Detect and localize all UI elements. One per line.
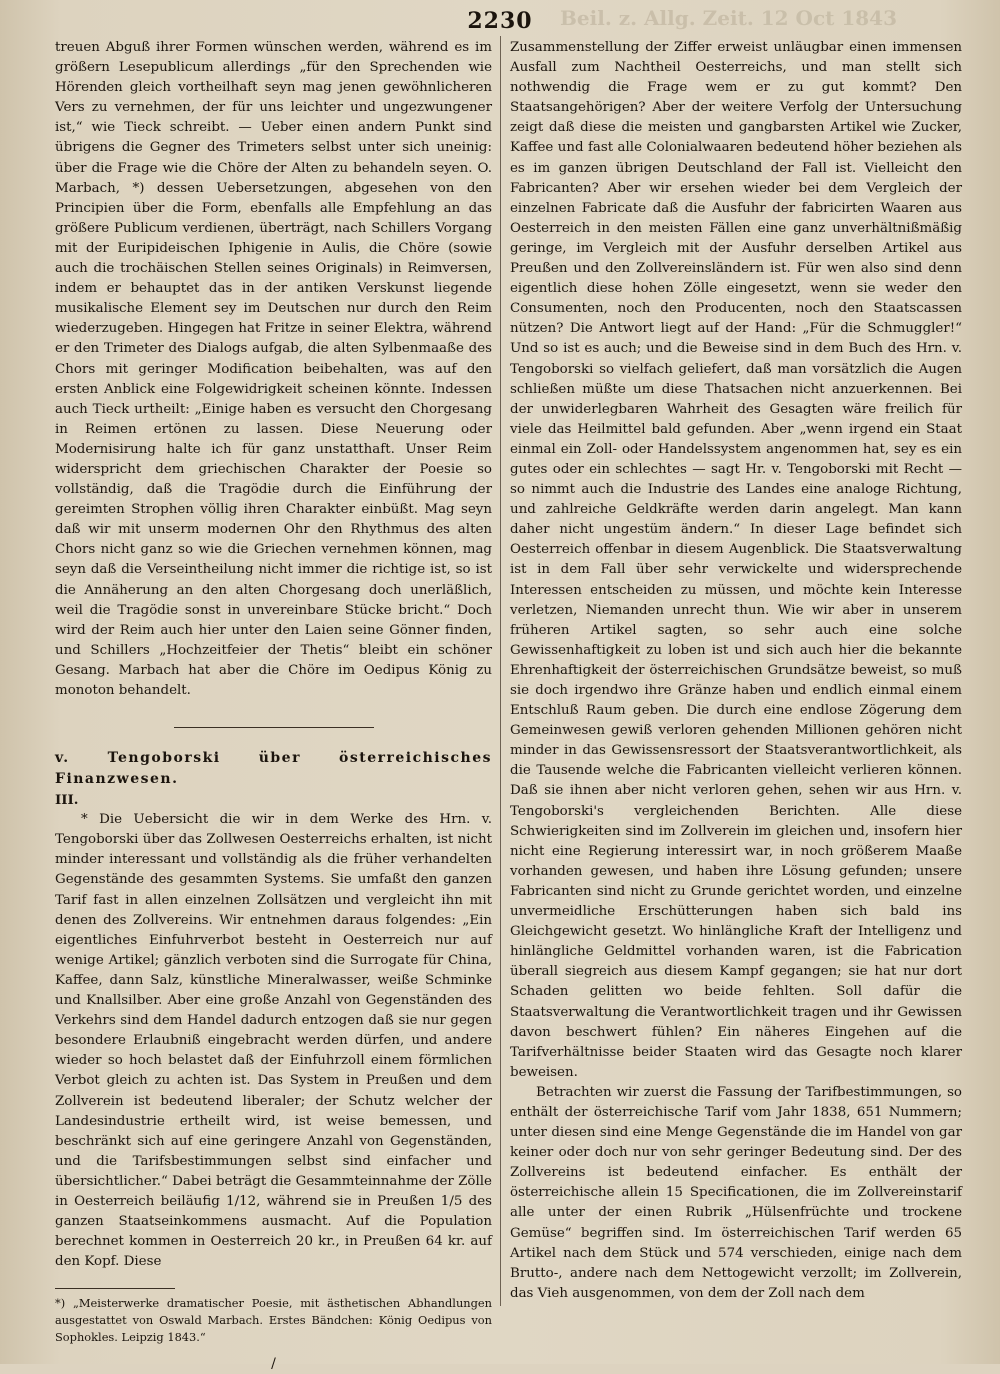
page-number: 2230 [467,8,533,34]
column-divider [500,36,501,1306]
left-column [55,38,492,1374]
section-paragraph: * Die Uebersicht die wir in dem Werke des Hrn. v. Tengoborski über das Zollwesen Oesterreichs erhalten, ist nicht minder interessant und vollständig als die früher verhandelten Gegenstände des gesammten Systems. Sie umfaßt den ganzen Tarif fast in allen einzelnen Zollsätzen und vergleicht ihn mit denen des Zollvereins. Wir entnehmen daraus folgendes: „Ein eigentliches Einfuhrverbot besteht in Oesterreich nur auf wenige Artikel; gänzlich verboten sind die Surrogate für China, Kaffee, dann Salz, künstliche Mineralwasser, weiße Schminke und Knallsilber. Aber eine große Anzahl von Gegenständen des Verkehrs sind dem Handel dadurch entzogen daß sie nur gegen besondere Erlaubniß eingebracht werden dürfen, und andere wieder so hoch belastet daß der Einfuhrzoll einem förmlichen Verbot gleich zu achten ist. Das System in Preußen und dem Zollverein ist bedeutend liberaler; der Schutz welcher der Landesindustrie ertheilt wird, ist weise bemessen, und beschränkt sich auf eine geringere Anzahl von Gegenständen, und die Tarifsbestimmungen selbst sind einfacher und übersichtlicher.“ Dabei beträgt die Gesammteinnahme der Zölle in Oesterreich beiläufig 1/12, während sie in Preußen 1/5 des ganzen Staatseinkommens ausmacht. Auf die Population berechnet kommen in Oesterreich 20 kr., in Preußen 64 kr. auf den Kopf. Diese [55,812,492,1270]
section-divider [174,727,374,728]
footnote-rule [55,1288,175,1289]
right-column [510,38,962,1304]
signature-mark: / [271,1356,276,1373]
left-paragraph: treuen Abguß ihrer Formen wünschen werden, während es im größern Lesepublicum allerdings „für den Sprechenden wie Hörenden gleich vortheilhaft seyn mag jenen gewöhnlicheren Vers zu vernehmen, der für uns leichter und ungezwungener ist,“ wie Tieck schreibt. — Ueber einen andern Punkt sind übrigens die Gegner des Trimeters selbst unter sich uneinig: über die Frage wie die Chöre der Alten zu behandeln seyen. O. Marbach, *) dessen Uebersetzungen, abgesehen von den Principien über die Form, ebenfalls alle Empfehlung an das größere Publicum verdienen, überträgt, nach Schillers Vorgang mit der Euripideischen Iphigenie in Aulis, die Chöre (sowie auch die trochäischen Stellen seines Originals) in Reimversen, indem er behauptet das in der antiken Verskunst liegende musikalische Element sey im Deutschen nur durch den Reim wiederzugeben. Hingegen hat Fritze in seiner Elektra, während er den Trimeter des Dialogs aufgab, die alten Sylbenmaaße des Chors mit geringer Modification beibehalten, was auf den ersten Anblick eine Folgewidrigkeit scheinen könnte. Indessen auch Tieck urtheilt: „Einige haben es versucht den Chorgesang in Reimen ertönen zu lassen. Diese Neuerung oder Modernisirung halte ich für ganz unstatthaft. Unser Reim widerspricht dem griechischen Charakter der Poesie so vollständig, daß die Tragödie durch die Einführung der gereimten Strophen völlig ihren Charakter einbüßt. Mag seyn daß wir mit unserm modernen Ohr den Rhythmus des alten Chors nicht ganz so wie die Griechen vernehmen können, mag seyn daß die Verseintheilung nicht immer die richtige ist, so ist die Annäherung an den alten Chorgesang doch unerläßlich, weil die Tragödie sonst in unvereinbare Stücke bricht.“ Doch wird der Reim auch hier unter den Laien seine Gönner finden, und Schillers „Hochzeitfeier der Thetis“ bleibt ein schöner Gesang. Marbach hat aber die Chöre im Oedipus König zu monoton behandelt. [55,40,492,698]
faint-header-show-through: Beil. z. Allg. Zeit. 12 Oct 1843 [560,6,898,30]
footnote: *) „Meisterwerke dramatischer Poesie, mit ästhetischen Abhandlungen ausgestattet von Oswald Marbach. Erstes Bändchen: König Oedipus von Sophokles. Leipzig 1843.“ [55,1296,492,1345]
right-paragraph: Zusammenstellung der Ziffer erweist unläugbar einen immensen Ausfall zum Nachtheil Oesterreichs, und man stellt sich nothwendig die Frage wem er zu gut kommt? Den Staatsangehörigen? Aber der weitere Verfolg der Untersuchung zeigt daß diese die meisten und gangbarsten Artikel wie Zucker, Kaffee und fast alle Colonialwaaren bedeutend höher beziehen als es im ganzen übrigen Deutschland der Fall ist. Vielleicht den Fabricanten? Aber wir ersehen wieder bei dem Vergleich der einzelnen Fabricate daß die Ausfuhr der fabricirten Waaren aus Oesterreich in den meisten Fällen eine ganz unverhältnißmäßig geringe, im Vergleich mit der Ausfuhr derselben Artikel aus Preußen und den Zollvereinsländern ist. Für wen also sind denn eigentlich diese hohen Zölle eingesetzt, wenn sie weder den Consumenten, noch den Producenten, noch den Staatscassen nützen? Die Antwort liegt auf der Hand: „Für die Schmuggler!“ Und so ist es auch; und die Beweise sind in dem Buch des Hrn. v. Tengoborski so vielfach geliefert, daß man vorsätzlich die Augen schließen müßte um diese Thatsachen nicht anzuerkennen. Bei der unwiderlegbaren Wahrheit des Gesagten wäre freilich für viele das Heilmittel bald gefunden. Aber „wenn irgend ein Staat einmal ein Zoll- oder Handelssystem angenommen hat, sey es ein gutes oder ein schlechtes — sagt Hr. v. Tengoborski mit Recht — so nimmt auch die Industrie des Landes eine analoge Richtung, und zahlreiche Geldkräfte werden darin angelegt. Man kann daher nicht ungestüm ändern.“ In dieser Lage befindet sich Oesterreich offenbar in diesem Augenblick. Die Staatsverwaltung ist in dem Fall über sehr verwickelte und widersprechende Interessen entscheiden zu müssen, und möchte kein Interesse verletzen, Niemanden unrecht thun. Wie wir aber in unserem früheren Artikel sagten, so sehr auch eine solche Gewissenhaftigkeit zu loben ist und sich auch hier die bekannte Ehrenhaftigkeit der österreichischen Grundsätze beweist, so muß sie doch irgendwo ihre Gränze haben und endlich einmal einem Entschluß Raum geben. Die durch eine endlose Zögerung dem Gemeinwesen gewiß verloren gehenden Millionen gehören nicht minder in das Gewissensressort der Staatsverantwortlichkeit, als die Tausende welche die Fabricanten vielleicht verlieren können. Daß sie ihnen aber nicht verloren gehen, sehen wir aus Hrn. v. Tengoborski's vergleichenden Berichten. Alle diese Schwierigkeiten sind im Zollverein im gleichen und, insofern hier nicht eine Regierung interessirt war, in noch größerem Maaße vorhanden gewesen, und haben ihre Lösung gefunden; unsere Fabricanten sind nicht zu Grunde gerichtet worden, und einzelne unvermeidliche Erschütterungen haben sich bald ins Gleichgewicht gesetzt. Wo hinlängliche Kraft der Intelligenz und hinlängliche Geldmittel vorhanden waren, ist die Fabrication überall siegreich aus diesem Kampf gegangen; sie hat nur dort Schaden gelitten wo beide fehlten. Soll dafür die Staatsverwaltung die Verantwortlichkeit tragen und ihr Gewissen davon beschwert fühlen? Ein näheres Eingehen auf die Tarifverhältnisse beider Staaten wird das Gesagte noch klarer beweisen. [510,40,962,1080]
section-number: III. [55,792,79,809]
right-paragraph: Betrachten wir zuerst die Fassung der Tarifbestimmungen, so enthält der österreichische Tarif vom Jahr 1838, 651 Nummern; unter diesen sind eine Menge Gegenstände die im Handel von gar keiner oder doch nur von sehr geringer Bedeutung sind. Der des Zollvereins ist bedeutend einfacher. Es enthält der österreichische allein 15 Specificationen, die im Zollvereinstarif alle unter der einen Rubrik „Hülsenfrüchte und trockene Gemüse“ begriffen sind. Im österreichischen Tarif werden 65 Artikel nach dem Stück und 574 verschieden, einige nach dem Brutto-, andere nach dem Nettogewicht verzollt; im Zollverein, das Vieh ausgenommen, von dem der Zoll nach dem [510,1084,962,1301]
section-title: v. Tengoborski über österreichisches Finanzwesen. [55,750,492,788]
